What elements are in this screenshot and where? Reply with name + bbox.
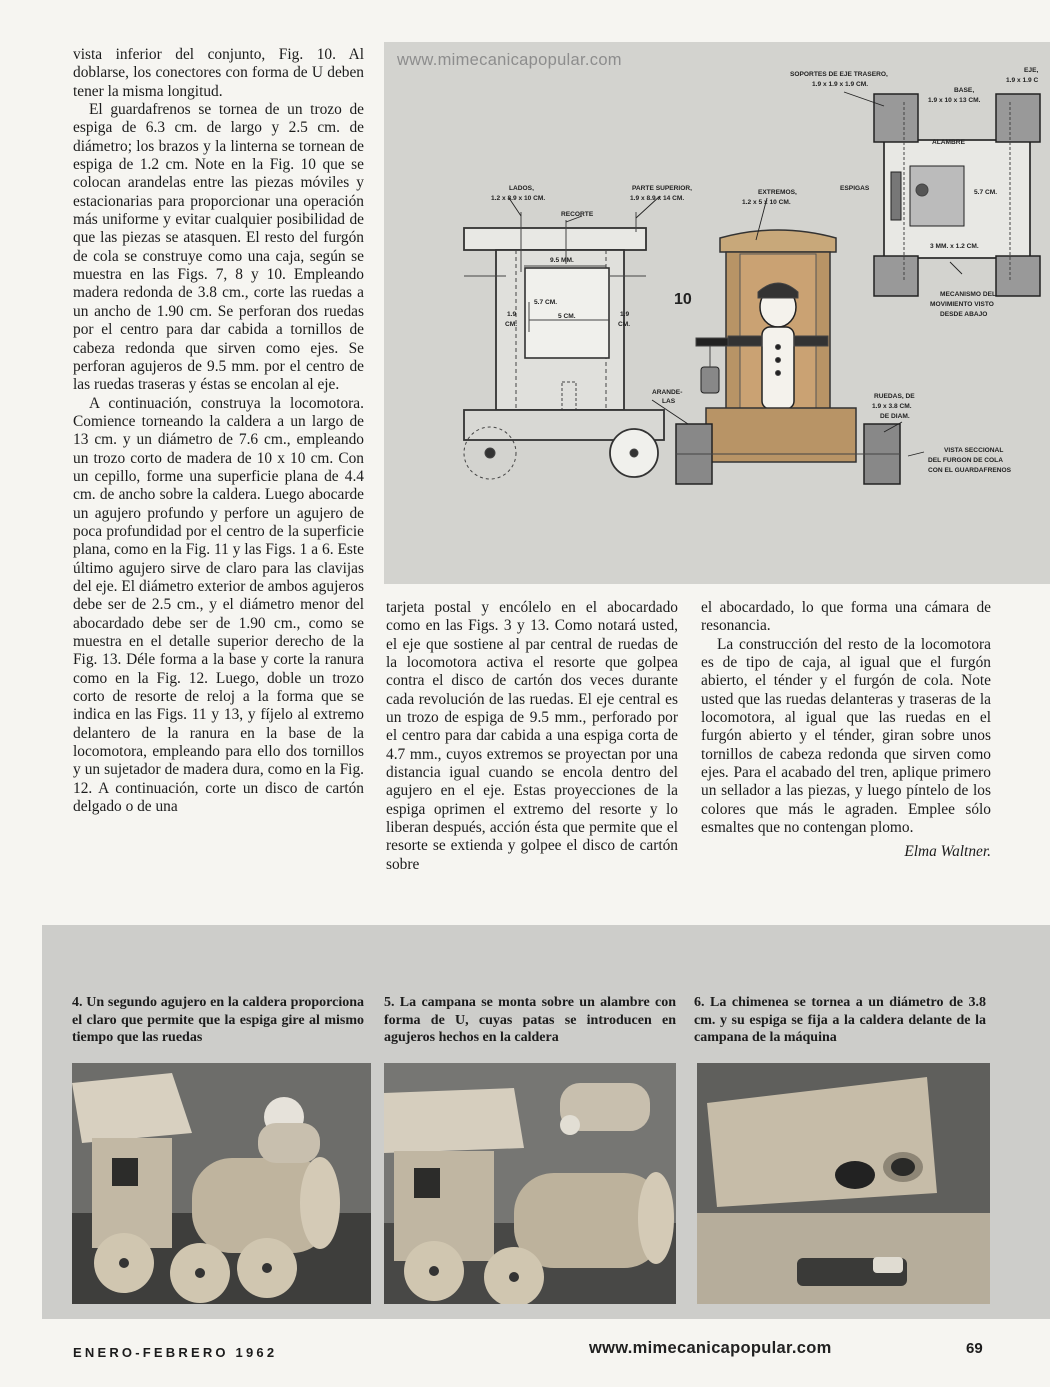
label-eje-dim: 1.9 x 1.9 C [1006,77,1039,84]
label-parte-superior-dim: 1.9 x 8.9 x 14 CM. [630,195,685,202]
label-lados: LADOS, [509,185,534,192]
label-mecanismo-2: MOVIMIENTO VISTO [930,301,994,308]
label-arandelas-2: LAS [662,398,676,405]
label-ruedas-diam: DE DIAM. [880,413,910,420]
photo-caption-6: 6. La chimenea se tornea a un diámetro de 3.8 cm. y su espiga se fija a la caldera delante de la campana de la máquina [694,995,986,1045]
figure-10-diagram [384,42,1050,584]
watermark-url: www.mimecanicapopular.com [397,51,622,69]
label-mecanismo-1: MECANISMO DEL [940,291,997,298]
label-soportes: SOPORTES DE EJE TRASERO, [790,71,888,78]
label-cm-left: CM. [505,321,518,328]
watermark-url-bottom[interactable]: www.mimecanicapopular.com [589,1339,832,1357]
label-5-7cm: 5.7 CM. [534,299,558,306]
issue-date: ENERO-FEBRERO 1962 [73,1345,278,1360]
label-parte-superior: PARTE SUPERIOR, [632,185,692,192]
photo-4-locomotive-boiler [72,1063,371,1304]
label-lados-dim: 1.2 x 8.9 x 10 CM. [491,195,546,202]
author-signature: Elma Waltner. [904,843,991,861]
label-alambre: ALAMBRE [932,139,965,146]
page-number: 69 [966,1340,983,1357]
label-1-9-left: 1.9 [507,311,517,318]
label-recorte: RECORTE [561,211,594,218]
label-mecanismo-3: DESDE ABAJO [940,311,988,318]
label-vista-seccional-3: CON EL GUARDAFRENOS [928,467,1012,474]
label-base: BASE, [954,87,975,94]
label-espigas: ESPIGAS [840,185,870,192]
label-ruedas-dim: 1.9 x 3.8 CM. [872,403,912,410]
photo-caption-5: 5. La campana se monta sobre un alambre con forma de U, cuyas patas se introducen en agujeros hechos en la caldera [384,995,676,1045]
paragraph: tarjeta postal y encólelo en el abocardado como en las Figs. 3 y 13. Como notará usted, el eje que sostiene al par central de ruedas de la locomotora activa el resorte que golpea contra el disco de cartón dos veces durante cada revolución de las ruedas. El eje central es un trozo de espiga de 9.5 mm., perforado por el centro para dar cabida a una espiga corta de 4.7 mm., cuyos extremos se proyectan por una distancia igual cuando se encola dentro del agujero en el eje. Estas proyecciones de la espiga oprimen el extremo del resorte y lo liberan después, acción ésta que permite que el resorte se extienda y golpee el disco de cartón sobre [386,599,678,873]
figure-number: 10 [674,291,692,308]
label-vista-seccional-2: DEL FURGON DE COLA [928,457,1003,464]
paragraph: A continuación, construya la locomotora. Comience torneando la caldera a un largo de 13 cm. y un diámetro de 7.6 cm., empleando un trozo corto de madera de 10 x 10 cm. Con un cepillo, forme una superficie plana de 4.4 cm. de ancho sobre la caldera. Luego abocarde un agujero profundo y perfore un agujero de poca profundidad por el centro de la superficie plana, como en la Fig. 11 y las Figs. 1 a 6. Este último agujero sirve de claro para las clavijas del eje. El diámetro exterior de ambos agujeros debe ser de 2.5 cm., y el diámetro menor del abocardado debe ser de 1.90 cm., como se muestra en el detalle superior derecho de la Fig. 13. Déle forma a la base y corte la ranura como en la Fig. 12. Luego, doble un trozo corto de resorte de reloj a la forma que se indica en las Figs. 11 y 13, y fíjelo al extremo delantero de la ranura en la base de la locomotora, empleando para ello dos tornillos y un sujetador de madera dura, como en la Fig. 12. A continuación, corte un disco de cartón delgado o de una [73,394,364,816]
label-vista-seccional-1: VISTA SECCIONAL [944,447,1004,454]
paragraph: el abocardado, lo que forma una cámara de resonancia. [701,599,991,635]
label-5cm: 5 CM. [558,313,576,320]
label-base-dim: 1.9 x 10 x 13 CM. [928,97,981,104]
label-1-9-right: 1.9 [620,311,630,318]
label-extremos: EXTREMOS, [758,189,797,196]
label-5-7cm-mech: 5.7 CM. [974,189,998,196]
article-column-2 [386,599,678,874]
label-extremos-dim: 1.2 x 5 x 10 CM. [742,199,791,206]
paragraph: La construcción del resto de la locomotora es de tipo de caja, al igual que el furgón abierto, el ténder y el furgón de cola. Note usted que las ruedas delanteras y traseras de la locomotora, al igual que las ruedas en el furgón abierto y el ténder, giran sobre unos tornillos de cabeza redonda que sirven como ejes. Para el acabado del tren, aplique primero un sellador a las piezas, y luego píntelo de los colores que más le agraden. Emplee sólo esmaltes que no contengan plomo. [701,635,991,837]
photo-6-smokestack-hole [697,1063,990,1304]
label-ruedas: RUEDAS, DE [874,393,915,400]
label-eje: EJE, [1024,67,1039,74]
label-9-5mm: 9.5 MM. [550,257,574,264]
article-column-1 [73,46,364,816]
label-cm-right: CM. [618,321,631,328]
label-arandelas-1: ARANDE- [652,389,683,396]
photo-caption-4: 4. Un segundo agujero en la caldera proporciona el claro que permite que la espiga gire al mismo tiempo que las ruedas [72,995,364,1045]
label-3mm: 3 MM. x 1.2 CM. [930,243,979,250]
photo-5-bell-mounting [384,1063,676,1304]
diagram-drawing [384,42,1050,584]
paragraph: vista inferior del conjunto, Fig. 10. Al doblarse, los conectores con forma de U deben tener la misma longitud. [73,46,364,100]
article-column-3 [701,599,991,862]
label-soportes-dim: 1.9 x 1.9 x 1.9 CM. [812,81,869,88]
paragraph: El guardafrenos se tornea de un trozo de espiga de 6.3 cm. de largo y 2.5 cm. de diámetro; los brazos y la linterna se tornean de espiga de 1.2 cm. Note en la Fig. 10 que se colocan arandelas entre las piezas móviles y estacionarias para proporcionar una operación más uniforme y evitar cualquier posibilidad de que las piezas se atasquen. El resto del furgón de cola se construye como una caja, según se muestra en las Figs. 7, 8 y 10. Empleando madera redonda de 3.8 cm., corte las ruedas a un ancho de 1.90 cm. Se perforan dos ruedas por el centro para dar cabida a tornillos de cabeza redonda que sirven como ejes. Se perforan agujeros de 9.5 mm. por el centro de las ruedas traseras y éstas se encolan al eje. [73,101,364,394]
